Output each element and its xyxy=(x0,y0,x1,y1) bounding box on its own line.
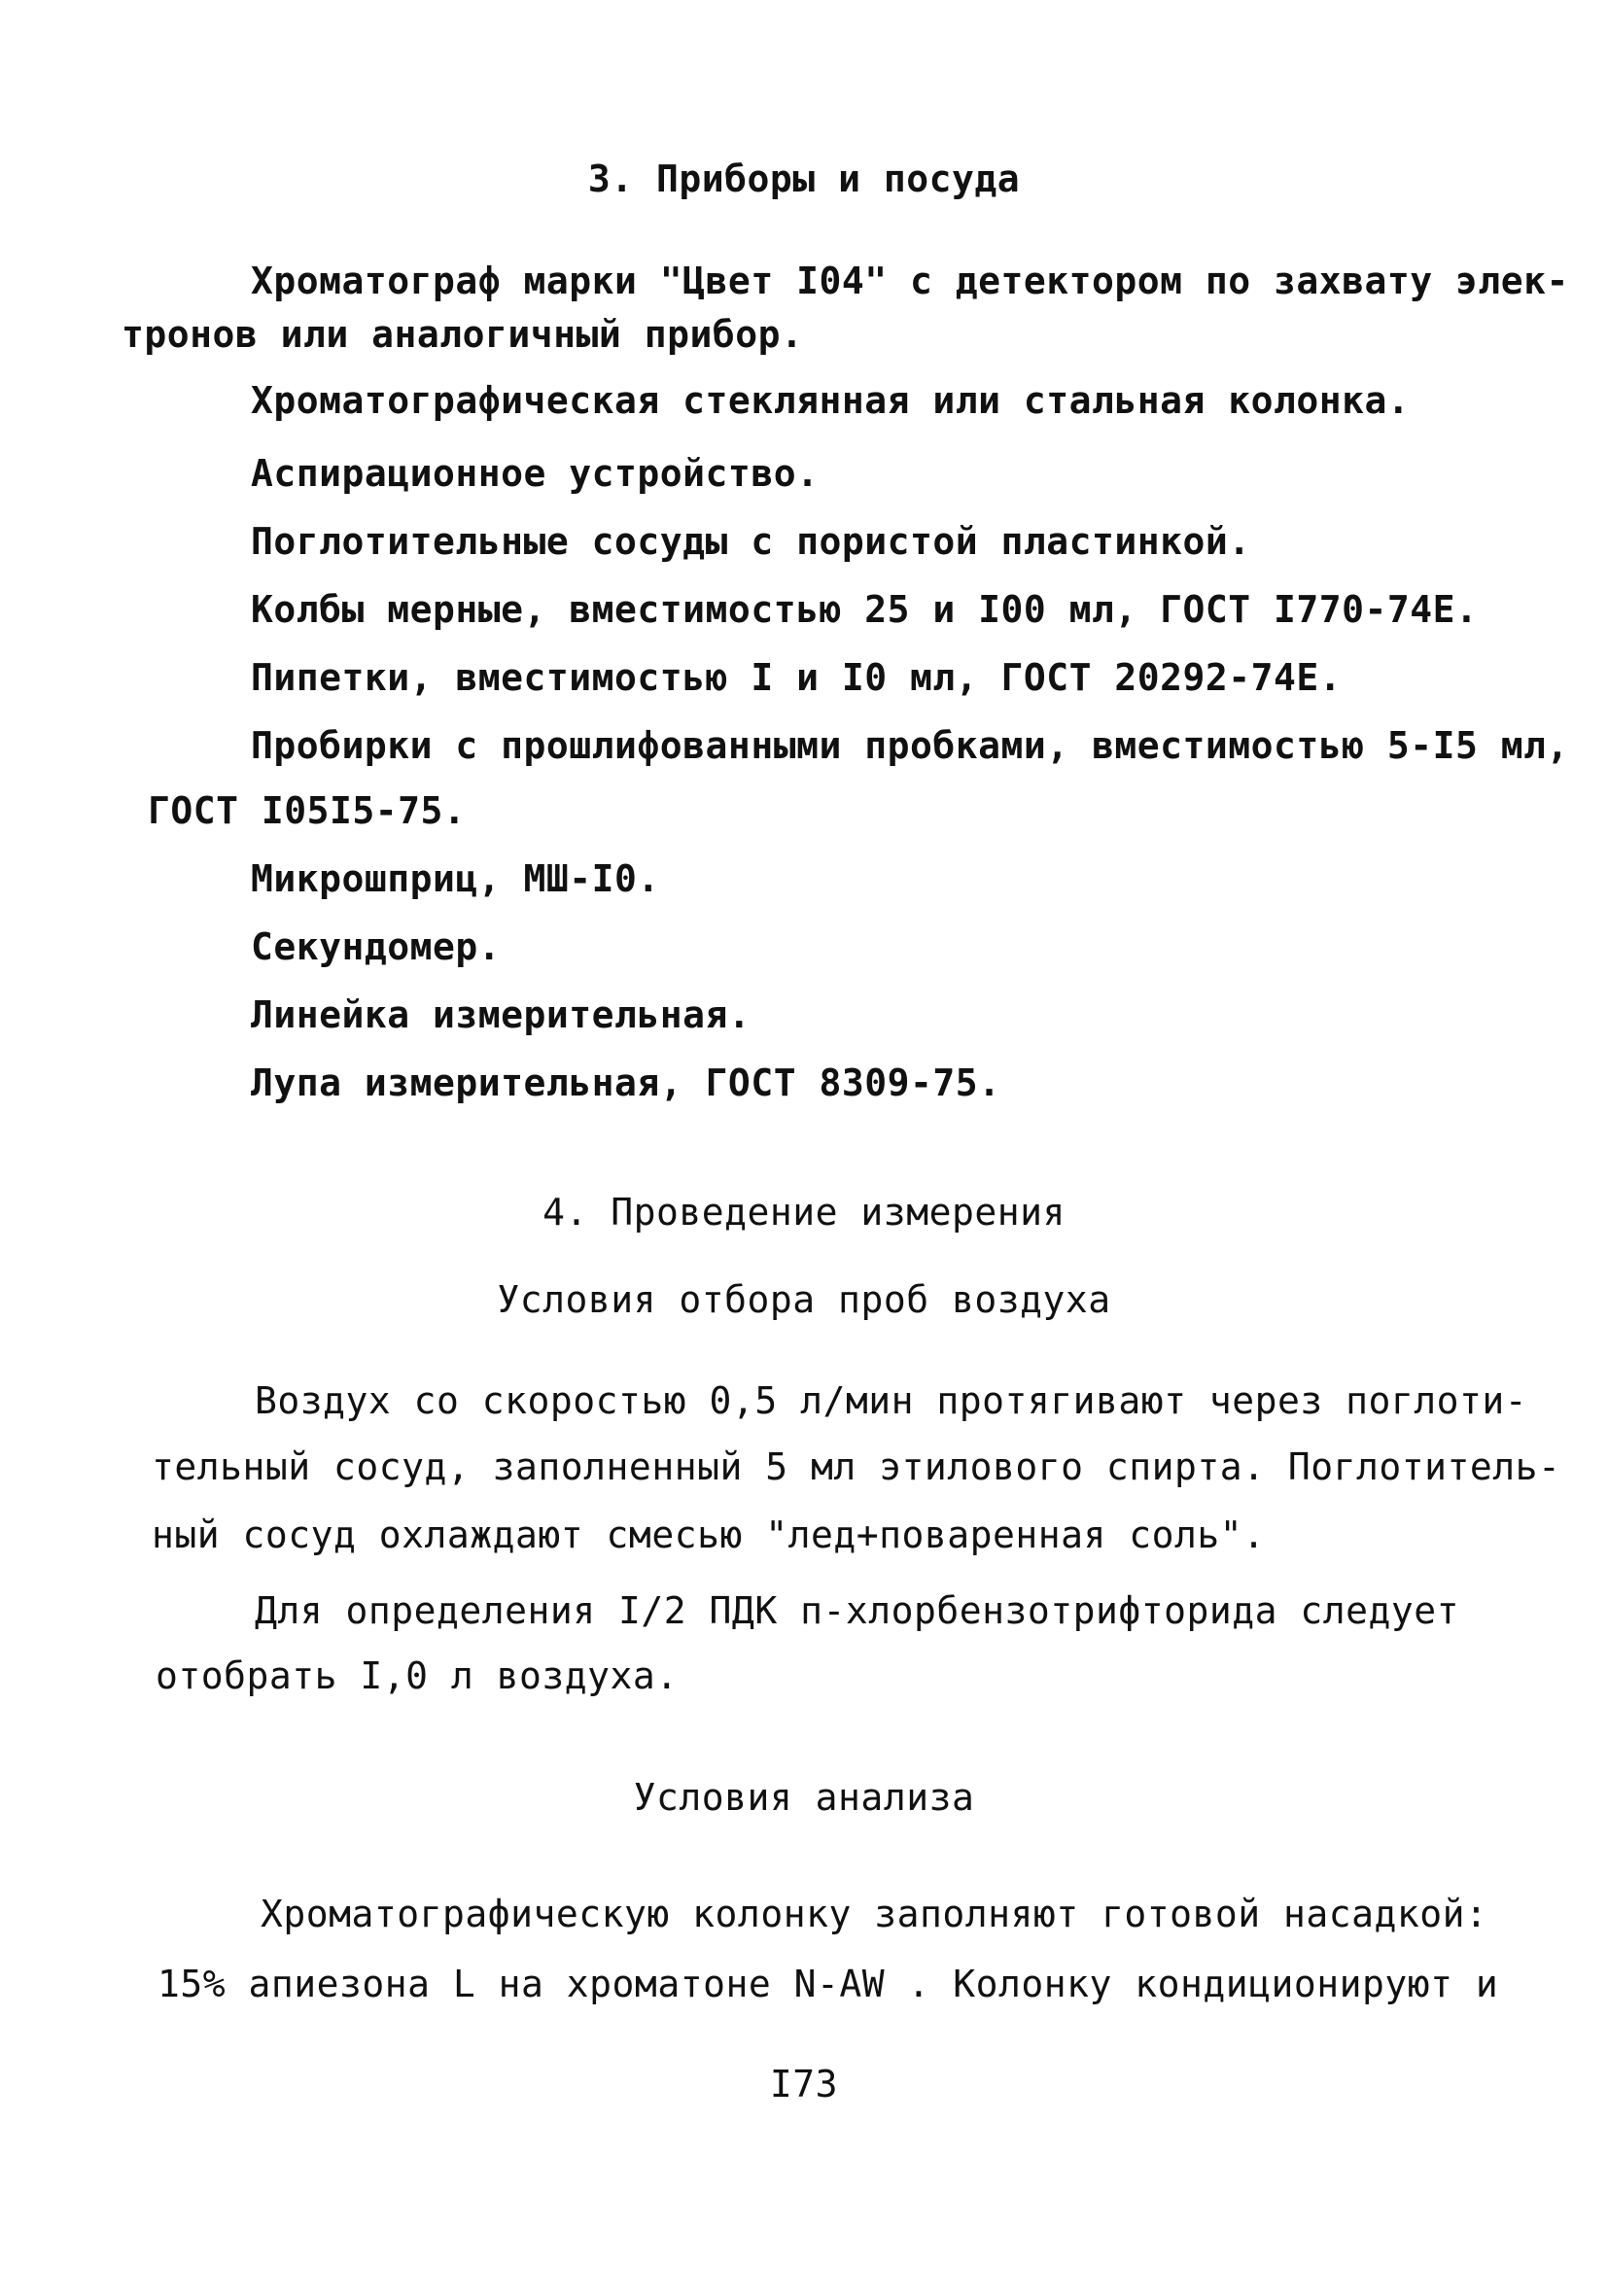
text-line: Воздух со скоростью 0,5 л/мин протягивают через поглоти- xyxy=(255,1379,1528,1422)
text-line: Для определения I/2 ПДК п-хлорбензотрифторида следует xyxy=(255,1589,1460,1632)
text-line: Хроматографическую колонку заполняют готовой насадкой: xyxy=(261,1893,1488,1935)
text-line: Микрошприц, МШ-I0. xyxy=(251,857,660,900)
text-line: Лупа измерительная, ГОСТ 8309-75. xyxy=(251,1061,1001,1104)
text-line: Секундомер. xyxy=(251,925,502,968)
text-line: Хроматограф марки "Цвет I04" с детектором по захвату элек- xyxy=(251,260,1569,302)
text-line: тельный сосуд, заполненный 5 мл этилового спирта. Поглотитель- xyxy=(152,1445,1561,1488)
text-line: Аспирационное устройство. xyxy=(251,452,820,495)
text-line: 15% апиезона L на хроматоне N-AW . Колонку кондиционируют и xyxy=(157,1963,1499,2005)
text-line: Колбы мерные, вместимостью 25 и I00 мл, ГОСТ I770-74Е. xyxy=(251,588,1479,631)
text-line: Поглотительные сосуды с пористой пластинкой. xyxy=(251,520,1251,563)
analysis-subheading: Условия анализа xyxy=(633,1776,975,1819)
section-3-heading: 3. Приборы и посуда xyxy=(587,157,1021,200)
text-line: отобрать I,0 л воздуха. xyxy=(156,1654,679,1697)
page-number: I73 xyxy=(769,2063,839,2105)
text-line: Хроматографическая стеклянная или стальная колонка. xyxy=(251,379,1411,422)
text-line: Линейка измерительная. xyxy=(251,993,752,1036)
text-line: тронов или аналогичный прибор. xyxy=(122,313,804,356)
text-line: Пробирки с прошлифованными пробками, вместимостью 5-I5 мл, xyxy=(251,724,1569,767)
text-line: Пипетки, вместимостью I и I0 мл, ГОСТ 20292-74Е. xyxy=(251,656,1343,699)
text-line: ный сосуд охлаждают смесью "лед+поваренная соль". xyxy=(152,1513,1266,1556)
sampling-subheading: Условия отбора проб воздуха xyxy=(497,1278,1111,1321)
section-4-heading: 4. Проведение измерения xyxy=(542,1191,1066,1234)
text-line: ГОСТ I05I5-75. xyxy=(148,789,467,832)
